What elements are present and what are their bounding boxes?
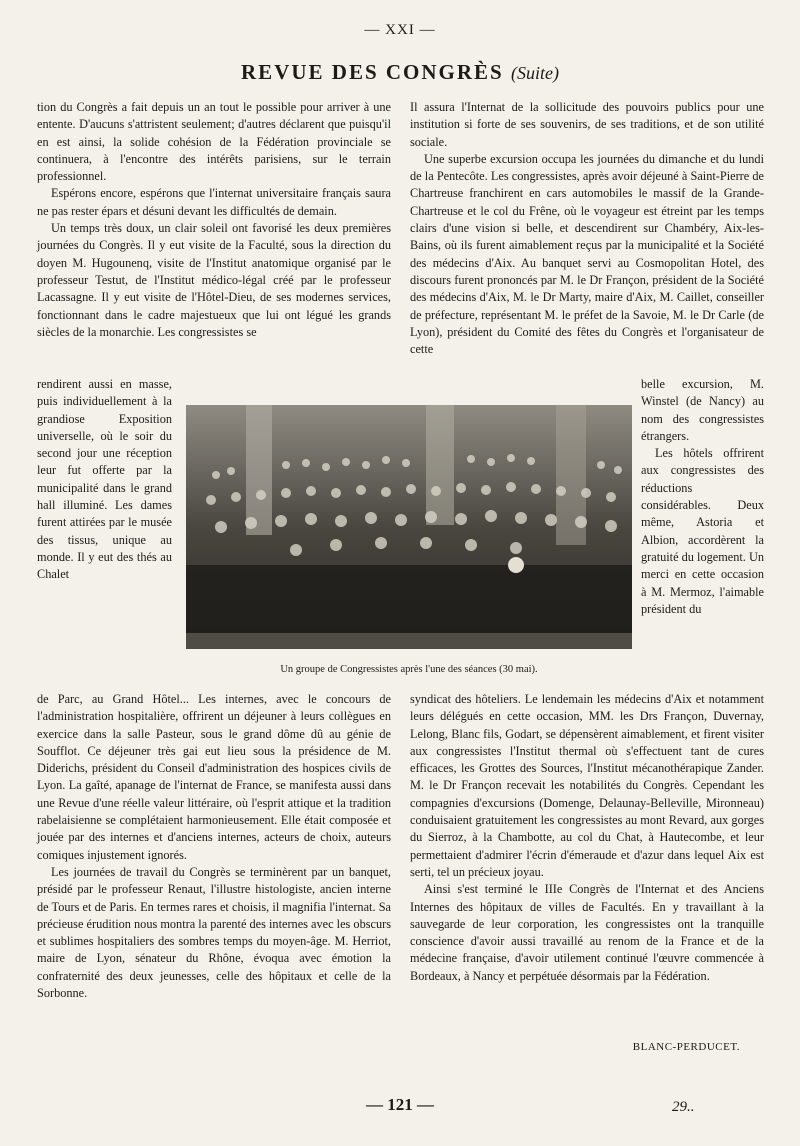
paragraph: syndicat des hôteliers. Le lendemain les médecins d'Aix et notamment leurs délégués en cette occasion, MM. les Drs Françon, Duvernay, Lelong, Blanc fils, Godart, se dépensèrent aimablement, et firent visiter aux congressistes l'Institut thermal où s'effectuent tant de cures efficaces, les Grottes des Sources, l'Institut mécanothérapique Zander. M. le Dr Françon recevait les notabilités du Congrès. Cependant les compagnies d'excursions (Domenge, Delaunay-Belleville, Mironneau) conduisaient gratuitement les congressistes au mont Revard, aux gorges du Sierroz, à la Chambotte, au col du Chat, à Hautecombe, et leur permettaient d'admirer l'écrin d'émeraude et d'azur dans lequel Aix est serti, tel un précieux joyau. xyxy=(410,692,764,879)
paragraph: tion du Congrès a fait depuis un an tout le possible pour arriver à une entente. D'aucuns s'attristent seulement; d'autres déclarent que puisqu'il en est ainsi, la solide cohésion de la Fédération provinciale se continuera, à l'encontre des intérêts parisiens, sur le terrain professionnel. xyxy=(37,100,391,184)
right-narrow-column xyxy=(641,376,764,618)
author-signature: BLANC-PERDUCET. xyxy=(632,1041,740,1053)
page-title xyxy=(0,60,800,85)
title-suite: (Suite) xyxy=(510,63,559,83)
handwritten-mark: 29.. xyxy=(672,1099,695,1115)
paragraph: belle excursion, M. Winstel (de Nancy) au nom des congressistes étrangers. xyxy=(641,377,764,443)
paragraph: rendirent aussi en masse, puis individuellement à la grandiose Exposition universelle, où le soir du second jour une réception leur fut offerte par la municipalité dans le grand hall illuminé. Les dames furent attirées par le musée des tissus, unique au monde. Il y eut des thés au Chalet xyxy=(37,377,172,582)
group-photograph xyxy=(186,405,632,649)
paragraph: Espérons encore, espérons que l'internat universitaire français saura ne pas rester épars et désuni devant les difficultés de demain. xyxy=(37,186,391,218)
page-number: — 121 — xyxy=(366,1095,434,1114)
left-column-top xyxy=(37,99,391,341)
photo-caption: Un groupe de Congressistes après l'une des séances (30 mai). xyxy=(280,664,538,675)
paragraph: Un temps très doux, un clair soleil ont favorisé les deux premières journées du Congrès. Il y eut visite de la Faculté, sous la direction du doyen M. Hugounenq, visite de l'Institut anatomique organisé par le professeur Testut, de l'Institut médico-légal créé par le professeur Lacassagne. Il y eut visite de l'Hôtel-Dieu, de ses modernes services, fonctionnant dans le cadre majestueux que lui ont légué les grands siècles de la monarchie. Les congressistes se xyxy=(37,221,391,339)
paragraph: Les journées de travail du Congrès se terminèrent par un banquet, présidé par le professeur Renaut, l'illustre histologiste, ancien interne de Tours et de Paris. En termes rares et choisis, il magnifia l'internat. Sa précieuse érudition nous montra la parenté des internes avec les obscurs et sublimes hospitaliers des sombres temps du moyen-âge. M. Herriot, maire de Lyon, sénateur du Rhône, évoqua avec émotion la confraternité des deux jeunesses, celle des hôpitaux et celle de la Sorbonne. xyxy=(37,864,391,1001)
left-narrow-column xyxy=(37,376,172,584)
paragraph: Il assura l'Internat de la sollicitude des pouvoirs publics pour une institution si forte de ses souvenirs, de ses traditions, et de son utilité sociale. xyxy=(410,100,764,149)
left-column-bottom xyxy=(37,691,391,1002)
title-text: REVUE DES CONGRÈS xyxy=(241,60,504,84)
photo-illustration xyxy=(186,405,632,649)
paragraph: Ainsi s'est terminé le IIIe Congrès de l'Internat et des Anciens Internes des hôpitaux de villes de Facultés. En y travaillant à la sauvegarde de leur corporation, les congressistes ont la tranquille conscience d'avoir aussi travaillé au renom de la France et de la médecine française, d'avoir utilement continué l'œuvre commencée à Bordeaux, à Nancy et perpétuée désormais par la Fédération. xyxy=(410,882,764,983)
paragraph: Les hôtels offrirent aux congressistes des réductions considérables. Deux même, Astoria et Albion, accordèrent la gratuité du logement. Un merci en cette occasion à M. Mermoz, l'aimable président du xyxy=(641,446,764,616)
paragraph: de Parc, au Grand Hôtel... Les internes, avec le concours de l'administration hospitalière, offrirent un déjeuner à leurs collègues en exercice dans la salle Pasteur, sous le grand dôme dû au génie de Soufflot. Ce déjeuner très gai eut lieu sous la présidence de M. Diderichs, président du Conseil d'administration des hospices civils de Lyon. La gaîté, apanage de l'internat de France, se manifesta aussi dans une Revue d'une réelle valeur littéraire, où l'esprit attique et la tradition rabelaisienne se complétaient harmonieusement. Elle était composée et jouée par des internes et d'anciens internes, acteurs de choix, auteurs comiques injustement ignorés. xyxy=(37,692,391,862)
right-column-bottom xyxy=(410,691,764,985)
right-column-top xyxy=(410,99,764,358)
paragraph: Une superbe excursion occupa les journées du dimanche et du lundi de la Pentecôte. Les congressistes, après avoir déjeuné à Saint-Pierre de Chartreuse franchirent en cars automobiles le massif de la Grande-Chartreuse et le col du Frêne, où le voyageur est étreint par les temps clairs d'une vision si belle, et descendirent sur Chambéry, Aix-les-Bains, où ils furent aimablement reçus par la municipalité et la Société des médecins d'Aix. Au banquet servi au Cosmopolitan Hotel, des discours furent prononcés par M. le Dr Françon, président de la Société des médecins d'Aix, M. le Dr Marty, maire d'Aix, M. Caillet, conseiller de préfecture, représentant M. le préfet de la Savoie, M. le Dr Carle (de Lyon), président du Comité des fêtes du Congrès et l'organisateur de cette xyxy=(410,151,764,357)
roman-page-number: — XXI — xyxy=(364,22,436,38)
